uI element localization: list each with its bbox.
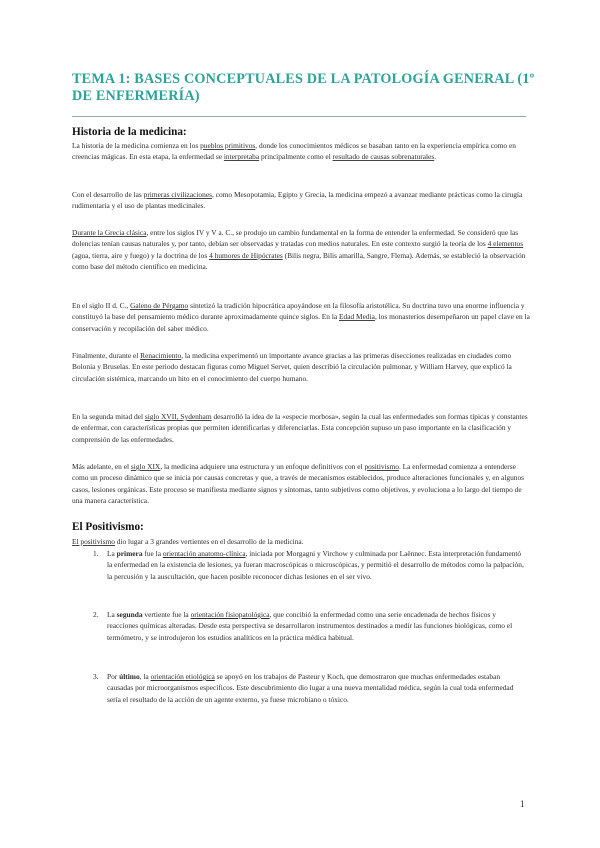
paragraph-civilizations: Con el desarrollo de las primeras civilizaciones, como Mesopotamia, Egipto y Grecia, la medicina empezó a avanzar mediante prácticas como la cirugía rudimentaria y el uso de plantas medicinales. [72,190,523,211]
document-title: TEMA 1: BASES CONCEPTUALES DE LA PATOLOGÍA GENERAL (1º DE ENFERMERÍA) [72,71,535,104]
paragraph-positivism: Más adelante, en el siglo XIX, la medicina adquiere una estructura y un enfoque definitivos con el positivismo. La enfermedad comienza a entenderse como un proceso dinámico que se inicia por causas concretas y que, a través de mecanismos establecidos, produce alteraciones funcionales y, en algunos casos, lesiones orgánicas. Este proceso se manifiesta mediante signos y síntomas, tanto subjetivos como objetivos, y evoluciona a lo largo del tiempo de una manera característica. [72,462,525,505]
list-number: 1. [93,549,99,558]
section-heading-positivism: El Positivismo: [72,521,144,533]
paragraph-greece: Durante la Grecia clásica, entre los siglos IV y V a. C., se produjo un cambio fundamental en la forma de entender la enfermedad. Se consideró que las dolencias tenían causas naturales y, por tanto, debían ser observadas y tratadas con medios naturales. En este contexto surgió la teoría de los 4 elementos (agua, tierra, aire y fuego) y la doctrina de los 4 humores de Hipócrates (Bilis negra, Bilis amarilla, Sangre, Flema). Además, se estableció la observación como base del método científico en medicina. [72,228,526,271]
section-heading-history: Historia de la medicina: [72,126,187,138]
paragraph-positivism-intro: El positivismo dio lugar a 3 grandes vertientes en el desarrollo de la medicina. [72,537,304,546]
paragraph-renaissance: Finalmente, durante el Renacimiento, la medicina experimentó un importante avance gracias a las primeras disecciones realizadas en ciudades como Bolonia y Bruselas. En este periodo destacan figuras como Miguel Servet, quien describió la circulación pulmonar, y William Harvey, que explicó la circulación sistémica, marcando un hito en el conocimiento del cuerpo humano. [72,351,512,383]
list-item-fisiopatologica: La segunda vertiente fue la orientación fisiopatológica, que concibió la enfermedad como una serie encadenada de hechos físicos y reacciones químicas alteradas. Desde esta perspectiva se desarrollaron instrumentos destinados a medir las funciones biológicas, como el termómetro, y se introdujeron los estudios analíticos en la práctica médica habitual. [107,610,513,642]
paragraph-sydenham: En la segunda mitad del siglo XVII, Sydenham desarrolló la idea de la «especie morbosa», según la cual las enfermedades son formas típicas y constantes de enfermar, con características propias que permiten identificarlas y diferenciarlas. Esta concepción supuso un paso importante en la clasificación y comprensión de las enfermedades. [72,412,528,444]
list-number: 3. [93,672,99,681]
paragraph-primitive: La historia de la medicina comienza en los pueblos primitivos, donde los conocimientos médicos se basaban tanto en la experiencia empírica como en creencias mágicas. En esta etapa, la enfermedad se interpretaba principalmente como el resultado de causas sobrenaturales. [72,141,516,162]
list-number: 2. [93,610,99,619]
title-divider [72,116,526,117]
page-number: 1 [520,799,525,809]
list-item-anatomo-clinica: La primera fue la orientación anatomo-clínica, iniciada por Morgagni y Virchow y culminada por Laënnec. Esta interpretación fundamentó la enfermedad en la existencia de lesiones, ya fueran macroscópicas o microscópicas, y permitió el desarrollo de métodos como la palpación, la percusión y la auscultación, que hacen posible reconocer dichas lesiones en el ser vivo. [107,549,524,581]
list-item-etiologica: Por último, la orientación etiológica se apoyó en los trabajos de Pasteur y Koch, que demostraron que muchas enfermedades estaban causadas por microorganismos específicos. Este descubrimiento dio lugar a una nueva mentalidad médica, según la cual toda enfermedad sería el resultado de la acción de un agente externo, ya fuese microbiano o tóxico. [107,672,514,704]
paragraph-galen: En el siglo II d. C., Galeno de Pérgamo sintetizó la tradición hipocrática apoyándose en la filosofía aristotélica. Su doctrina tuvo una enorme influencia y constituyó la base del pensamiento médico durante aproximadamente quince siglos. En la Edad Media, los monasterios desempeñaron un papel clave en la conservación y recopilación del saber médico. [72,301,530,333]
